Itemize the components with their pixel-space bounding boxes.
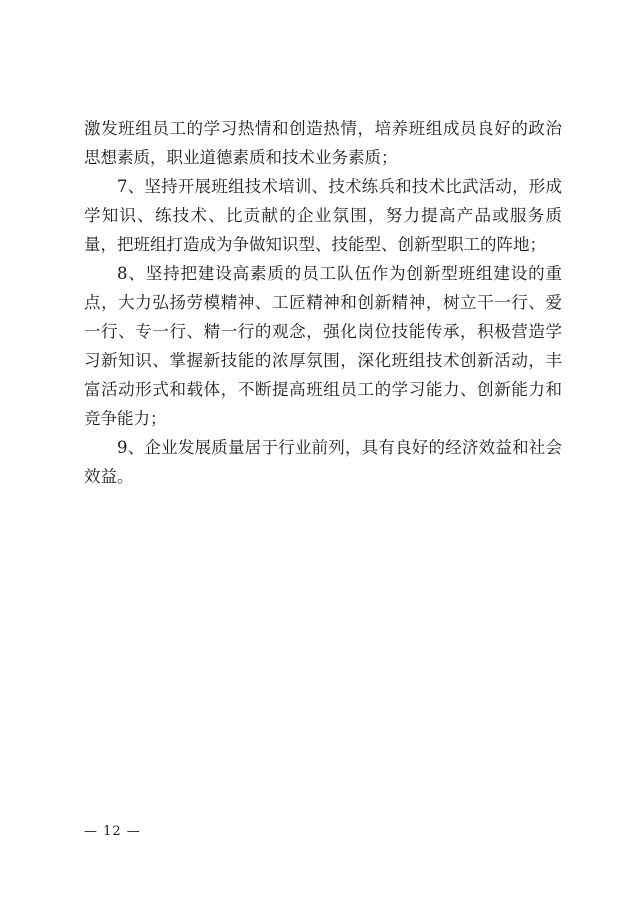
paragraph-item-7: 7、坚持开展班组技术培训、技术练兵和技术比武活动，形成学知识、练技术、比贡献的企业氛围，努力提高产品或服务质量，把班组打造成为争做知识型、技能型、创新型职工的阵地；: [84, 177, 562, 254]
paragraph-item-8: 8、坚持把建设高素质的员工队伍作为创新型班组建设的重点，大力弘扬劳模精神、工匠精神和创新精神，树立干一行、爱一行、专一行、精一行的观念，强化岗位技能传承，积极营造学习新知识、掌握新技能的浓厚氛围，深化班组技术创新活动，丰富活动形式和载体，不断提高班组员工的学习能力、创新能力和竞争能力；: [84, 264, 562, 428]
paragraph-continuation: 激发班组员工的学习热情和创造热情，培养班组成员良好的政治思想素质，职业道德素质和技术业务素质；: [84, 119, 562, 167]
document-body: [84, 114, 562, 491]
page-number: — 12 —: [84, 824, 141, 839]
paragraph-item-9: 9、企业发展质量居于行业前列，具有良好的经济效益和社会效益。: [84, 438, 562, 486]
